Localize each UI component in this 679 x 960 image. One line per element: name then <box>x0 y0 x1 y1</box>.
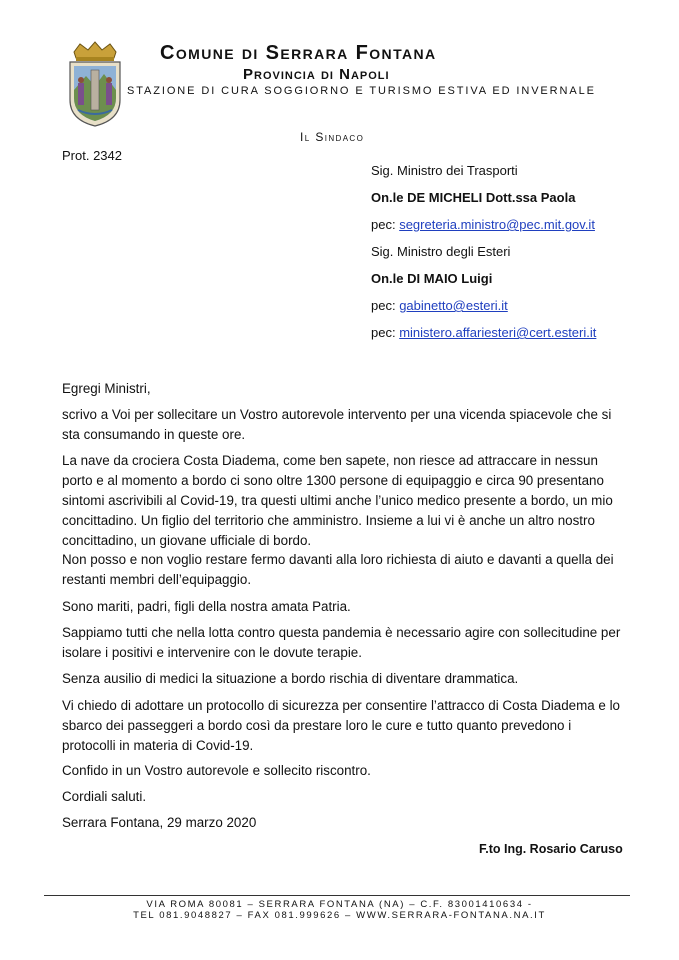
recipient-1-role: Sig. Ministro dei Trasporti <box>371 163 518 178</box>
recipient-2-name <box>371 271 492 286</box>
recipient-2-role: Sig. Ministro degli Esteri <box>371 244 511 259</box>
office-heading: Il Sindaco <box>300 130 365 144</box>
pec-link-2[interactable]: gabinetto@esteri.it <box>399 298 508 313</box>
letter-paragraph-4: Sono mariti, padri, figli della nostra amata Patria. <box>62 599 351 614</box>
municipality-title: Comune di Serrara Fontana <box>160 42 437 64</box>
province-title: Provincia di Napoli <box>243 66 390 83</box>
protocol-number: Prot. 2342 <box>62 148 122 163</box>
letter-closing: Cordiali saluti. <box>62 789 147 804</box>
footer-address: VIA ROMA 80081 – SERRARA FONTANA (NA) – C.F. 83001410634 - <box>146 899 533 910</box>
letter-paragraph-7: Vi chiedo di adottare un protocollo di sicurezza per consentire l’attracco di Costa Diadema e lo sbarco dei passeggeri a bordo così da prestare loro le cure e tutto quanto prevedono i protocolli in materia di Covid-19. <box>62 698 620 753</box>
footer-divider <box>44 895 630 896</box>
recipient-3-pec <box>371 325 596 340</box>
letter-place-date: Serrara Fontana, 29 marzo 2020 <box>62 815 257 830</box>
letter-paragraph-1: scrivo a Voi per sollecitare un Vostro autorevole intervento per una vicenda spiacevole che si sta consumando in queste ore. <box>62 407 612 442</box>
letter-paragraph-6: Senza ausilio di medici la situazione a bordo rischia di diventare drammatica. <box>62 671 519 686</box>
recipient-1-name <box>371 190 575 205</box>
letter-paragraph-2: La nave da crociera Costa Diadema, come ben sapete, non riesce ad attraccare in nessun porto e al momento a bordo ci sono oltre 1300 persone di equipaggio e circa 90 presentano sintomi ascrivibili al Covid-19, tra questi ultimi anche l’unico medico presente a bordo, un mio concittadino. Un figlio del territorio che amministro. Insieme a lui vi è anche un altro nostro concittadino, un giovane ufficiale di bordo. <box>62 453 613 548</box>
recipient-2-name-text: On.le DI MAIO Luigi <box>371 271 493 286</box>
recipient-1-name-text: On.le DE MICHELI Dott.ssa Paola <box>371 190 576 205</box>
pec-label: pec: <box>371 217 400 232</box>
letter-paragraph-3: Non posso e non voglio restare fermo davanti alla loro richiesta di aiuto e davanti a quella dei restanti membri dell’equipaggio. <box>62 552 614 587</box>
pec-label: pec: <box>371 325 400 340</box>
letter-paragraph-8: Confido in un Vostro autorevole e sollecito riscontro. <box>62 763 371 778</box>
letter-paragraph-5: Sappiamo tutti che nella lotta contro questa pandemia è necessario agire con sollecitudine per isolare i positivi e intervenire con le dovute terapie. <box>62 625 621 660</box>
pec-link-1[interactable]: segreteria.ministro@pec.mit.gov.it <box>399 217 595 232</box>
recipient-2-pec <box>371 298 508 313</box>
municipal-crest-icon <box>64 40 126 128</box>
letter-salutation: Egregi Ministri, <box>62 381 151 396</box>
recipient-1-pec <box>371 217 595 232</box>
municipality-subtitle: STAZIONE DI CURA SOGGIORNO E TURISMO ESTIVA ED INVERNALE <box>127 85 596 97</box>
pec-label: pec: <box>371 298 400 313</box>
letter-signature: F.to Ing. Rosario Caruso <box>479 842 623 856</box>
pec-link-3[interactable]: ministero.affariesteri@cert.esteri.it <box>399 325 597 340</box>
footer-contacts: TEL 081.9048827 – FAX 081.999626 – WWW.SERRARA-FONTANA.NA.IT <box>133 910 546 921</box>
